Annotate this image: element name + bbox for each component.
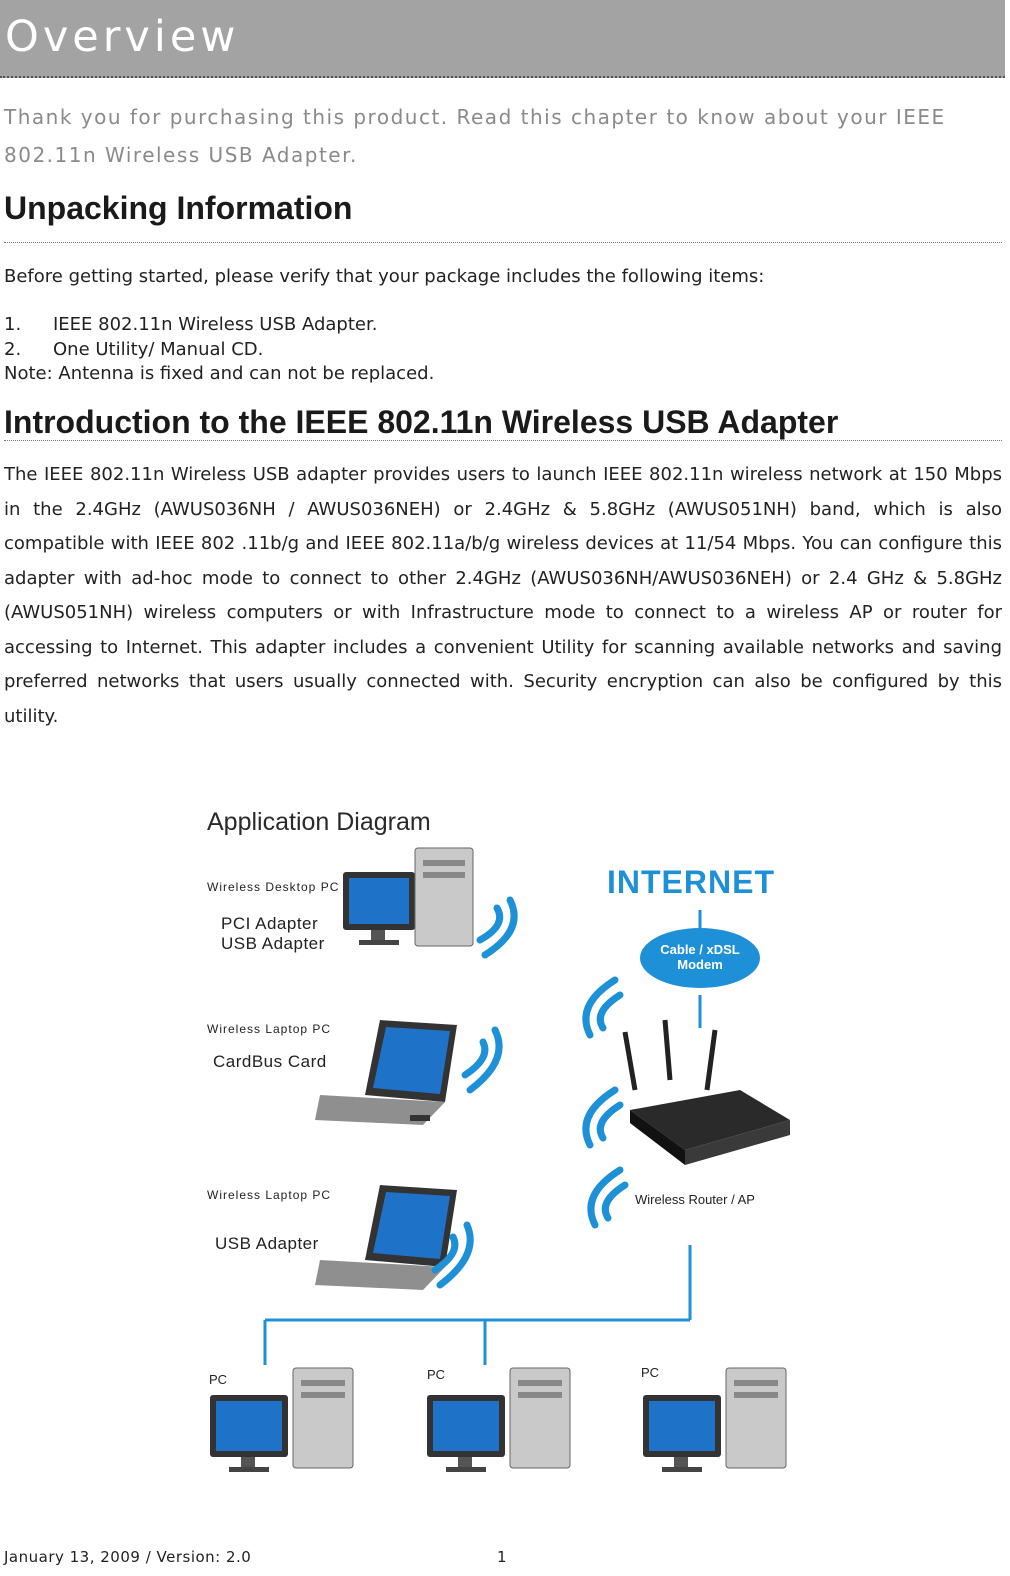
section-title-introduction: Introduction to the IEEE 802.11n Wireless USB Adapter bbox=[4, 404, 1002, 441]
usb-adapter-label: USB Adapter bbox=[215, 1234, 319, 1253]
pc-icon bbox=[427, 1368, 570, 1472]
desktop-pc-icon bbox=[343, 848, 473, 946]
section-title-unpacking: Unpacking Information bbox=[4, 190, 1002, 243]
network-lines bbox=[265, 910, 700, 1365]
laptop-cardbus-icon bbox=[315, 1020, 457, 1125]
modem-label: Cable / xDSL Modem bbox=[660, 942, 740, 972]
pc-label: PC bbox=[209, 1372, 228, 1387]
router-label: Wireless Router / AP bbox=[635, 1192, 755, 1207]
laptop-usb-icon bbox=[315, 1185, 457, 1290]
pc-icon bbox=[643, 1368, 786, 1472]
unpacking-lead: Before getting started, please verify that your package includes the following items: bbox=[4, 266, 765, 287]
laptop-pc-label: Wireless Laptop PC bbox=[207, 1022, 332, 1036]
package-items-list bbox=[4, 312, 377, 362]
list-item: 2. One Utility/ Manual CD. bbox=[4, 339, 264, 360]
introduction-body: The IEEE 802.11n Wireless USB adapter provides users to launch IEEE 802.11n wireless network at 150 Mbps in the 2.4GHz (AWUS036NH / AWUS036NEH) or 2.4GHz & 5.8GHz (AWUS051NH) band, which is also compatible with IEEE 802 .11b/g and IEEE 802.11a/b/g wireless devices at 11/54 Mbps. You can configure this adapter with ad-hoc mode to connect to other 2.4GHz (AWUS036NH/AWUS036NEH) or 2.4 GHz & 5.8GHz (AWUS051NH) wireless computers or with Infrastructure mode to connect to a wireless AP or router for accessing to Internet. This adapter includes a convenient Utility for scanning available networks and saving preferred networks that users usually connected with. Security encryption can also be configured by this utility. bbox=[4, 464, 1002, 727]
internet-label: INTERNET bbox=[607, 864, 775, 900]
diagram-title: Application Diagram bbox=[207, 808, 431, 836]
footer-date-version: January 13, 2009 / Version: 2.0 bbox=[4, 1548, 252, 1566]
pc-icon bbox=[210, 1368, 353, 1472]
pc-label: PC bbox=[427, 1367, 446, 1382]
page-number: 1 bbox=[497, 1548, 507, 1566]
list-item: 1. IEEE 802.11n Wireless USB Adapter. bbox=[4, 314, 378, 335]
laptop-pc-label: Wireless Laptop PC bbox=[207, 1188, 332, 1202]
antenna-note: Note: Antenna is fixed and can not be replaced. bbox=[4, 363, 435, 384]
intro-text: Thank you for purchasing this product. Read this chapter to know about your IEEE 802.11n Wireless USB Adapter. bbox=[4, 105, 946, 167]
chapter-title: Overview bbox=[5, 12, 240, 62]
pci-adapter-label: PCI Adapter bbox=[221, 914, 319, 933]
router-wave-icon bbox=[586, 980, 625, 1225]
usb-adapter-label: USB Adapter bbox=[221, 934, 325, 953]
cardbus-card-label: CardBus Card bbox=[213, 1052, 327, 1071]
chapter-banner bbox=[0, 0, 1005, 78]
pc-label: PC bbox=[641, 1365, 660, 1380]
router-icon bbox=[625, 1020, 790, 1165]
desktop-pc-label: Wireless Desktop PC bbox=[207, 880, 340, 894]
application-diagram bbox=[195, 790, 815, 1505]
